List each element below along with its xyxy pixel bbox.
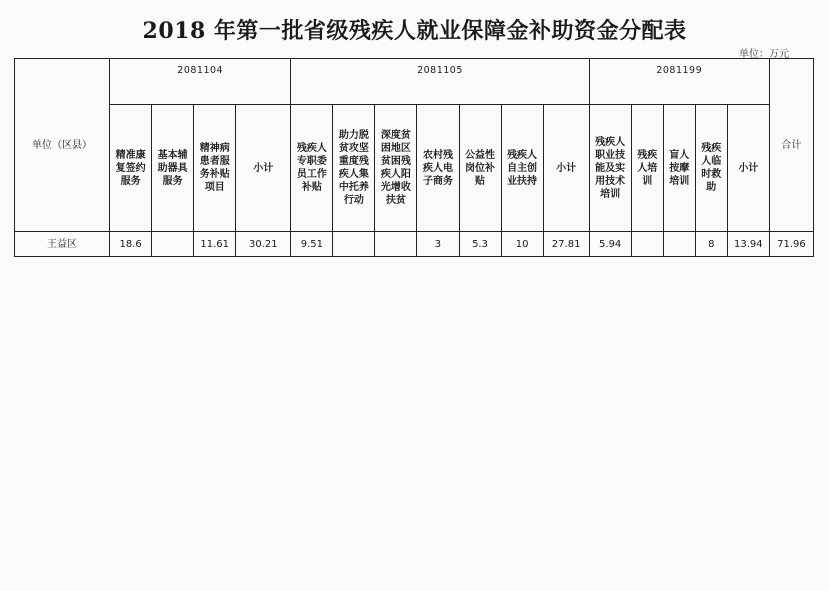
column-header: 盲人按摩培训 [663, 105, 695, 232]
column-header: 小计 [236, 105, 291, 232]
column-header: 助力脱贫攻坚重度残疾人集中托养行动 [333, 105, 375, 232]
column-header: 残疾人专职委员工作补贴 [291, 105, 333, 232]
column-header: 残疾人培训 [631, 105, 663, 232]
document-title: 2018 年第一批省级残疾人就业保障金补助资金分配表 [142, 18, 687, 44]
table-cell: 27.81 [543, 232, 589, 257]
table-cell: 11.61 [194, 232, 236, 257]
column-header: 小计 [727, 105, 769, 232]
table-cell [152, 232, 194, 257]
table-cell [333, 232, 375, 257]
table-cell [631, 232, 663, 257]
group-code-1: 2081104 [110, 59, 291, 105]
table-cell: 18.6 [110, 232, 152, 257]
table-cell: 3 [417, 232, 459, 257]
column-header: 残疾人自主创业扶持 [501, 105, 543, 232]
code-header-row [15, 59, 814, 105]
group-code-3: 2081199 [589, 59, 769, 105]
table-cell [375, 232, 417, 257]
table-cell: 30.21 [236, 232, 291, 257]
unit-note: 单位：万元 [739, 49, 789, 60]
table-cell: 8 [695, 232, 727, 257]
table-cell: 5.3 [459, 232, 501, 257]
table-cell: 71.96 [769, 232, 813, 257]
table-cell: 10 [501, 232, 543, 257]
column-header: 残疾人临时救助 [695, 105, 727, 232]
column-header: 精神病患者服务补贴项目 [194, 105, 236, 232]
table-cell [663, 232, 695, 257]
group-code-2: 2081105 [291, 59, 589, 105]
unit-column-header: 单位（区县） [15, 59, 110, 232]
column-header: 残疾人职业技能及实用技术培训 [589, 105, 631, 232]
table-cell: 9.51 [291, 232, 333, 257]
column-header: 农村残疾人电子商务 [417, 105, 459, 232]
row-label: 王益区 [15, 232, 110, 257]
table-cell: 5.94 [589, 232, 631, 257]
column-header-row [15, 105, 814, 232]
total-column-header: 合计 [769, 59, 813, 232]
table-cell: 13.94 [727, 232, 769, 257]
column-header: 深度贫困地区贫困残疾人阳光增收扶贫 [375, 105, 417, 232]
column-header: 基本辅助器具服务 [152, 105, 194, 232]
allocation-table [14, 58, 814, 257]
column-header: 公益性岗位补贴 [459, 105, 501, 232]
column-header: 小计 [543, 105, 589, 232]
column-header: 精准康复签约服务 [110, 105, 152, 232]
table-row [15, 232, 814, 257]
